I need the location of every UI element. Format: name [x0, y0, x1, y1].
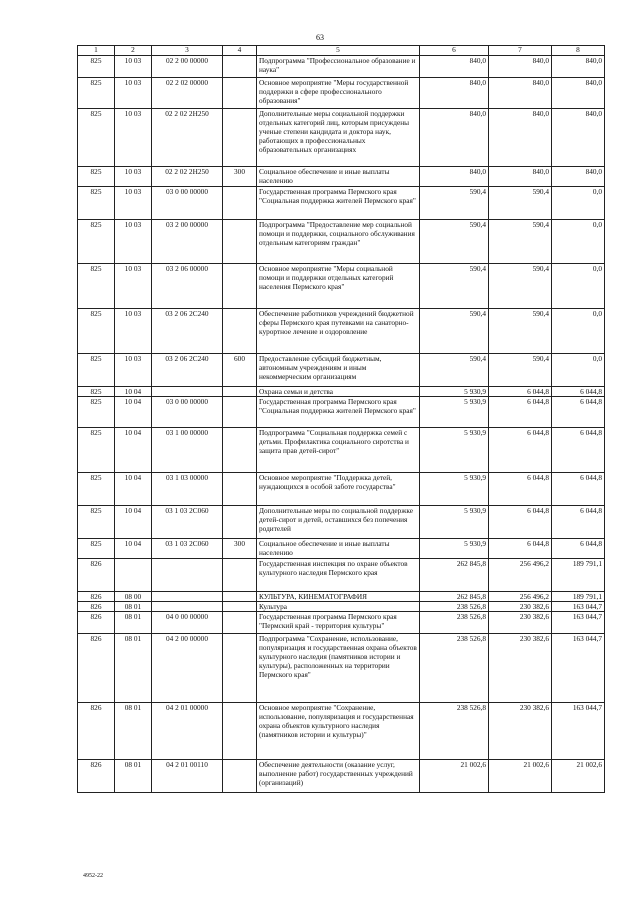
expense-type-code: [223, 602, 257, 612]
target-code: 04 0 00 00000: [152, 612, 223, 634]
expense-type-code: [223, 264, 257, 309]
header-col-2: 2: [115, 46, 152, 56]
amount-year-3: 840,0: [552, 56, 605, 78]
ved-code: 825: [78, 539, 115, 559]
section-code: 08 01: [115, 634, 152, 703]
item-name: Основное мероприятие "Меры социальной помощи и поддержки отдельных категорий населения Пермского края": [257, 264, 420, 309]
section-code: 10 03: [115, 167, 152, 187]
table-row: [78, 428, 605, 473]
item-name: Основное мероприятие "Поддержка детей, нуждающихся в особой заботе государства": [257, 473, 420, 506]
item-name: Социальное обеспечение и иные выплаты населению: [257, 167, 420, 187]
expense-type-code: [223, 78, 257, 109]
amount-year-1: 262 845,8: [420, 592, 489, 602]
ved-code: 825: [78, 397, 115, 428]
amount-year-3: 840,0: [552, 78, 605, 109]
item-name: Подпрограмма "Социальная поддержка семей с детьми. Профилактика социального сиротства и защита прав детей-сирот": [257, 428, 420, 473]
target-code: 03 0 00 00000: [152, 397, 223, 428]
expense-type-code: [223, 309, 257, 354]
target-code: 03 0 00 00000: [152, 187, 223, 220]
target-code: 04 2 01 00110: [152, 760, 223, 793]
amount-year-2: 840,0: [489, 78, 552, 109]
table-row: [78, 559, 605, 592]
ved-code: 825: [78, 220, 115, 264]
amount-year-1: 5 930,9: [420, 506, 489, 539]
amount-year-1: 840,0: [420, 78, 489, 109]
document-code: 4952-22: [83, 873, 103, 879]
amount-year-1: 238 526,8: [420, 634, 489, 703]
item-name: Предоставление субсидий бюджетным, автономным учреждениям и иным некоммерческим организациям: [257, 354, 420, 387]
amount-year-1: 21 002,6: [420, 760, 489, 793]
item-name: Государственная программа Пермского края "Пермский край - территория культуры": [257, 612, 420, 634]
amount-year-2: 6 044,8: [489, 539, 552, 559]
expense-type-code: [223, 592, 257, 602]
amount-year-2: 840,0: [489, 167, 552, 187]
expense-type-code: [223, 397, 257, 428]
header-col-4: 4: [223, 46, 257, 56]
table-row: [78, 109, 605, 167]
amount-year-1: 262 845,8: [420, 559, 489, 592]
section-code: 10 03: [115, 264, 152, 309]
item-name: Охрана семьи и детства: [257, 387, 420, 397]
table-row: [78, 634, 605, 703]
ved-code: 826: [78, 602, 115, 612]
ved-code: 825: [78, 387, 115, 397]
table-row: [78, 760, 605, 793]
section-code: 10 03: [115, 220, 152, 264]
amount-year-2: 230 382,6: [489, 703, 552, 760]
amount-year-2: 6 044,8: [489, 428, 552, 473]
header-col-3: 3: [152, 46, 223, 56]
amount-year-2: 256 496,2: [489, 559, 552, 592]
amount-year-3: 6 044,8: [552, 473, 605, 506]
amount-year-2: 590,4: [489, 309, 552, 354]
expense-type-code: [223, 56, 257, 78]
amount-year-1: 590,4: [420, 220, 489, 264]
page-number: 63: [316, 33, 324, 42]
amount-year-3: 163 044,7: [552, 634, 605, 703]
amount-year-1: 590,4: [420, 187, 489, 220]
amount-year-1: 238 526,8: [420, 602, 489, 612]
amount-year-2: 256 496,2: [489, 592, 552, 602]
amount-year-2: 21 002,6: [489, 760, 552, 793]
ved-code: 825: [78, 309, 115, 354]
expense-type-code: [223, 506, 257, 539]
amount-year-1: 238 526,8: [420, 703, 489, 760]
item-name: Культура: [257, 602, 420, 612]
amount-year-2: 590,4: [489, 264, 552, 309]
expense-type-code: 300: [223, 539, 257, 559]
ved-code: 825: [78, 354, 115, 387]
item-name: Основное мероприятие "Меры государственной поддержки в сфере профессионального образования": [257, 78, 420, 109]
ved-code: 825: [78, 473, 115, 506]
section-code: 10 03: [115, 56, 152, 78]
target-code: 03 2 06 00000: [152, 264, 223, 309]
amount-year-3: 163 044,7: [552, 602, 605, 612]
amount-year-2: 6 044,8: [489, 473, 552, 506]
target-code: 03 1 03 00000: [152, 473, 223, 506]
ved-code: 826: [78, 703, 115, 760]
ved-code: 825: [78, 187, 115, 220]
amount-year-3: 0,0: [552, 220, 605, 264]
table-row: [78, 167, 605, 187]
target-code: [152, 592, 223, 602]
header-col-1: 1: [78, 46, 115, 56]
target-code: 03 1 03 2С060: [152, 539, 223, 559]
amount-year-1: 5 930,9: [420, 387, 489, 397]
amount-year-1: 840,0: [420, 56, 489, 78]
ved-code: 826: [78, 634, 115, 703]
ved-code: 825: [78, 78, 115, 109]
section-code: 10 03: [115, 109, 152, 167]
section-code: 08 01: [115, 760, 152, 793]
amount-year-3: 0,0: [552, 309, 605, 354]
ved-code: 825: [78, 264, 115, 309]
amount-year-2: 590,4: [489, 187, 552, 220]
amount-year-3: 6 044,8: [552, 539, 605, 559]
item-name: Социальное обеспечение и иные выплаты населению: [257, 539, 420, 559]
budget-table: [77, 45, 605, 793]
expense-type-code: [223, 559, 257, 592]
table-row: [78, 602, 605, 612]
amount-year-2: 840,0: [489, 56, 552, 78]
amount-year-3: 840,0: [552, 167, 605, 187]
table-row: [78, 264, 605, 309]
item-name: Обеспечение деятельности (оказание услуг, выполнение работ) государственных учреждений (организаций): [257, 760, 420, 793]
table-row: [78, 309, 605, 354]
target-code: 02 2 00 00000: [152, 56, 223, 78]
table-row: [78, 78, 605, 109]
expense-type-code: [223, 109, 257, 167]
amount-year-2: 6 044,8: [489, 506, 552, 539]
section-code: 10 04: [115, 428, 152, 473]
expense-type-code: [223, 187, 257, 220]
table-row: [78, 506, 605, 539]
table-row: [78, 220, 605, 264]
expense-type-code: [223, 428, 257, 473]
expense-type-code: [223, 387, 257, 397]
target-code: 03 2 00 00000: [152, 220, 223, 264]
table-row: [78, 387, 605, 397]
header-row: [78, 46, 605, 56]
amount-year-3: 840,0: [552, 109, 605, 167]
amount-year-1: 5 930,9: [420, 397, 489, 428]
amount-year-3: 0,0: [552, 264, 605, 309]
ved-code: 825: [78, 109, 115, 167]
expense-type-code: 600: [223, 354, 257, 387]
amount-year-2: 6 044,8: [489, 387, 552, 397]
ved-code: 826: [78, 559, 115, 592]
amount-year-3: 0,0: [552, 354, 605, 387]
amount-year-3: 21 002,6: [552, 760, 605, 793]
amount-year-3: 189 791,1: [552, 559, 605, 592]
amount-year-1: 238 526,8: [420, 612, 489, 634]
table-row: [78, 187, 605, 220]
section-code: 10 04: [115, 397, 152, 428]
header-col-7: 7: [489, 46, 552, 56]
expense-type-code: [223, 473, 257, 506]
amount-year-3: 189 791,1: [552, 592, 605, 602]
section-code: 10 04: [115, 539, 152, 559]
table-row: [78, 397, 605, 428]
item-name: Основное мероприятие "Сохранение, использование, популяризация и государственная охрана объектов культурного наследия (памятников истории и культуры)": [257, 703, 420, 760]
section-code: 08 00: [115, 592, 152, 602]
amount-year-1: 590,4: [420, 354, 489, 387]
item-name: Государственная инспекция по охране объектов культурного наследия Пермского края: [257, 559, 420, 592]
amount-year-2: 590,4: [489, 220, 552, 264]
ved-code: 825: [78, 506, 115, 539]
section-code: 08 01: [115, 703, 152, 760]
target-code: 04 2 00 00000: [152, 634, 223, 703]
amount-year-1: 5 930,9: [420, 428, 489, 473]
amount-year-3: 163 044,7: [552, 612, 605, 634]
target-code: 03 2 06 2С240: [152, 309, 223, 354]
header-col-5: 5: [257, 46, 420, 56]
section-code: 10 03: [115, 78, 152, 109]
section-code: 10 03: [115, 187, 152, 220]
amount-year-3: 6 044,8: [552, 506, 605, 539]
target-code: 02 2 02 2Н250: [152, 109, 223, 167]
table-row: [78, 703, 605, 760]
amount-year-2: 230 382,6: [489, 612, 552, 634]
item-name: Подпрограмма "Профессиональное образование и наука": [257, 56, 420, 78]
expense-type-code: [223, 634, 257, 703]
expense-type-code: [223, 612, 257, 634]
budget-table-body: [78, 56, 605, 793]
expense-type-code: [223, 220, 257, 264]
amount-year-2: 590,4: [489, 354, 552, 387]
target-code: 03 1 00 00000: [152, 428, 223, 473]
table-row: [78, 612, 605, 634]
amount-year-1: 5 930,9: [420, 539, 489, 559]
target-code: [152, 602, 223, 612]
target-code: [152, 559, 223, 592]
amount-year-3: 0,0: [552, 187, 605, 220]
ved-code: 826: [78, 760, 115, 793]
table-row: [78, 56, 605, 78]
table-row: [78, 473, 605, 506]
amount-year-2: 840,0: [489, 109, 552, 167]
target-code: 02 2 02 2Н250: [152, 167, 223, 187]
amount-year-3: 6 044,8: [552, 397, 605, 428]
target-code: 02 2 02 00000: [152, 78, 223, 109]
amount-year-2: 230 382,6: [489, 634, 552, 703]
expense-type-code: [223, 760, 257, 793]
item-name: Государственная программа Пермского края "Социальная поддержка жителей Пермского края": [257, 187, 420, 220]
target-code: 03 2 06 2С240: [152, 354, 223, 387]
header-col-8: 8: [552, 46, 605, 56]
section-code: 08 01: [115, 602, 152, 612]
ved-code: 825: [78, 167, 115, 187]
table-row: [78, 539, 605, 559]
item-name: Обеспечение работников учреждений бюджетной сферы Пермского края путевками на санаторно-курортное лечение и оздоровление: [257, 309, 420, 354]
amount-year-1: 590,4: [420, 264, 489, 309]
amount-year-1: 840,0: [420, 167, 489, 187]
item-name: Дополнительные меры по социальной поддержке детей-сирот и детей, оставшихся без попечения родителей: [257, 506, 420, 539]
ved-code: 825: [78, 56, 115, 78]
section-code: [115, 559, 152, 592]
item-name: Государственная программа Пермского края "Социальная поддержка жителей Пермского края": [257, 397, 420, 428]
item-name: Подпрограмма "Предоставление мер социальной помощи и поддержки, социального обслуживания отдельным категориям граждан": [257, 220, 420, 264]
amount-year-3: 163 044,7: [552, 703, 605, 760]
expense-type-code: 300: [223, 167, 257, 187]
item-name: КУЛЬТУРА, КИНЕМАТОГРАФИЯ: [257, 592, 420, 602]
target-code: 03 1 03 2С060: [152, 506, 223, 539]
target-code: [152, 387, 223, 397]
table-row: [78, 592, 605, 602]
ved-code: 826: [78, 612, 115, 634]
amount-year-1: 5 930,9: [420, 473, 489, 506]
target-code: 04 2 01 00000: [152, 703, 223, 760]
section-code: 10 03: [115, 354, 152, 387]
expense-type-code: [223, 703, 257, 760]
header-col-6: 6: [420, 46, 489, 56]
section-code: 10 03: [115, 309, 152, 354]
ved-code: 825: [78, 428, 115, 473]
item-name: Подпрограмма "Сохранение, использование, популяризация и государственная охрана объектов культурного наследия (памятников истории и культуры), расположенных на территории Пермского края": [257, 634, 420, 703]
amount-year-1: 840,0: [420, 109, 489, 167]
item-name: Дополнительные меры социальной поддержки отдельных категорий лиц, которым присуждены ученые степени кандидата и доктора наук, работающих в профессиональных образовательных организациях: [257, 109, 420, 167]
ved-code: 826: [78, 592, 115, 602]
amount-year-2: 230 382,6: [489, 602, 552, 612]
section-code: 10 04: [115, 506, 152, 539]
section-code: 10 04: [115, 387, 152, 397]
amount-year-2: 6 044,8: [489, 397, 552, 428]
amount-year-3: 6 044,8: [552, 428, 605, 473]
section-code: 10 04: [115, 473, 152, 506]
table-row: [78, 354, 605, 387]
amount-year-1: 590,4: [420, 309, 489, 354]
amount-year-3: 6 044,8: [552, 387, 605, 397]
section-code: 08 01: [115, 612, 152, 634]
